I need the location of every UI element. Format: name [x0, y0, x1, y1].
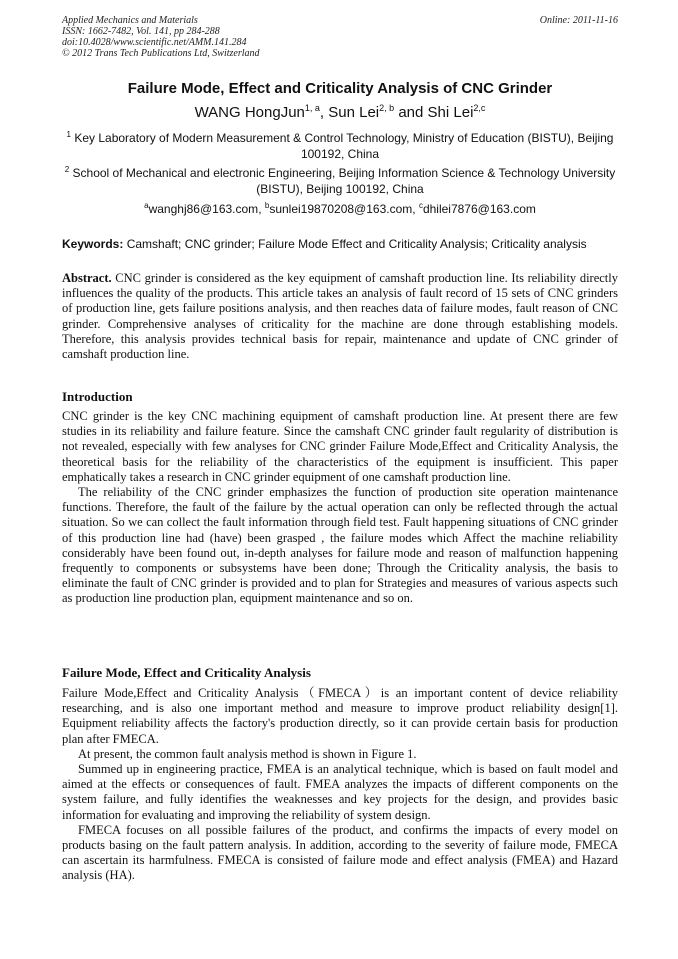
author-name: Shi Lei	[427, 104, 474, 121]
paragraph: Summed up in engineering practice, FMEA is an analytical technique, which is based on fault model and aimed at the effects or consequences of fault. FMEA analyzes the impacts of different components on the system failure, and fully identifies the weaknesses and key projects for the design, and provides basic information for evaluating and improving the reliability of system design.	[62, 762, 618, 822]
keywords-text: Camshaft; CNC grinder; Failure Mode Effect and Criticality Analysis; Criticality analysis	[126, 237, 587, 251]
section-heading-introduction: Introduction	[62, 389, 133, 404]
author-superscript: 2, b	[379, 103, 395, 113]
affiliation-text: Key Laboratory of Modern Measurement & Control Technology, Ministry of Education (BISTU), Beijing 100192, China	[74, 131, 614, 161]
affiliation-2	[62, 165, 618, 197]
email-address: sunlei19870208@163.com	[269, 202, 413, 216]
author-list	[62, 104, 618, 122]
online-date: Online: 2011-11-16	[539, 15, 618, 26]
paragraph: Failure Mode,Effect and Criticality Analysis（FMECA）is an important content of device reliability researching, and is also one important method and measure to improve product reliability design[1]. Equipment reliability affects the factory's production directly, so it can provide certain basis for production plan after FMECA.	[62, 686, 618, 746]
paragraph: FMECA focuses on all possible failures of the product, and confirms the impacts of every model on products basing on the fault pattern analysis. In addition, according to the severity of failure mode, FMECA can ascertain its harmfulness. FMECA is consisted of failure mode and effect analysis (FMEA) and Hazard analysis (HA).	[62, 822, 618, 883]
author-superscript: 1, a	[304, 103, 320, 113]
section-heading-fmeca: Failure Mode, Effect and Criticality Analysis	[62, 665, 311, 680]
author-separator: and	[394, 104, 428, 121]
email-superscript: b	[264, 201, 270, 210]
affiliation-text: School of Mechanical and electronic Engineering, Beijing Information Science & Technology University (BISTU), Beijing 100192, China	[72, 166, 616, 196]
author-name: Sun Lei	[328, 104, 380, 121]
affiliation-1	[62, 130, 618, 162]
affiliation-number: 2	[64, 165, 70, 174]
email-list	[62, 201, 618, 217]
email-address: dhilei7876@163.com	[422, 202, 536, 216]
paragraph: CNC grinder is the key CNC machining equipment of camshaft production line. At present there are few studies in its reliability and failure feature. Since the camshaft CNC grinder fault regularity of distribution is not revealed, especially with few analyses for CNC grinder Failure Mode,Effect and Criticality Analysis, the theoretical basis for the reliability of the characteristics of the equipment is insufficient. This paper emphatically takes a research in CNC grinder equipment of one camshaft production line.	[62, 409, 618, 484]
email-superscript: a	[144, 201, 149, 210]
abstract-label: Abstract.	[62, 271, 112, 285]
author-superscript: 2,c	[473, 103, 486, 113]
abstract-text: CNC grinder is considered as the key equipment of camshaft production line. Its reliability directly influences the quality of the products. This article takes an analysis of fault record of 15 sets of CNC grinders of production line, gets failure positions analysis, and then reaches data of failure modes, fault reason of CNC grinder. Comprehensive analyses of criticality for the machine are done through establishing models. Therefore, this analysis provides technical basis for repair, maintenance and update of CNC grinder of camshaft production line.	[62, 271, 619, 362]
abstract	[62, 271, 618, 362]
email-separator: ,	[412, 202, 419, 216]
paragraph: At present, the common fault analysis method is shown in Figure 1.	[78, 746, 417, 761]
affiliation-number: 1	[66, 130, 71, 139]
fmeca-body	[62, 686, 618, 884]
keywords-label: Keywords:	[62, 237, 124, 251]
doi-line: doi:10.4028/www.scientific.net/AMM.141.284	[62, 37, 247, 48]
keywords	[62, 236, 618, 252]
issn-line: ISSN: 1662-7482, Vol. 141, pp 284-288	[62, 26, 220, 37]
journal-header	[62, 15, 618, 59]
journal-name: Applied Mechanics and Materials	[62, 15, 198, 26]
author-separator: ,	[319, 104, 329, 121]
paragraph: The reliability of the CNC grinder emphasizes the function of production site operation maintenance functions. Therefore, the fault of the failure by the actual operation can only be reflected through the actual situation. So we can collect the fault information through field test. Fault happening situations of CNC grinder of this production line had (have) been grasped , the failure modes which Affect the machine reliability considerably have been found out, in-depth analyses for failure mode and reason of malfunction happening frequently to components or subsystems have been done; Through the Criticality analysis, the basis to eliminate the fault of CNC grinder is provided and to plan for Strategies and measures of various aspects such as production line production plan, equipment maintenance and so on.	[62, 485, 618, 606]
copyright-line: © 2012 Trans Tech Publications Ltd, Switzerland	[62, 48, 260, 59]
email-separator: ,	[258, 202, 265, 216]
email-address: wanghj86@163.com	[148, 202, 259, 216]
paper-title: Failure Mode, Effect and Criticality Analysis of CNC Grinder	[127, 80, 553, 97]
author-name: WANG HongJun	[194, 104, 305, 121]
email-superscript: c	[418, 201, 423, 210]
introduction-body	[62, 409, 618, 607]
